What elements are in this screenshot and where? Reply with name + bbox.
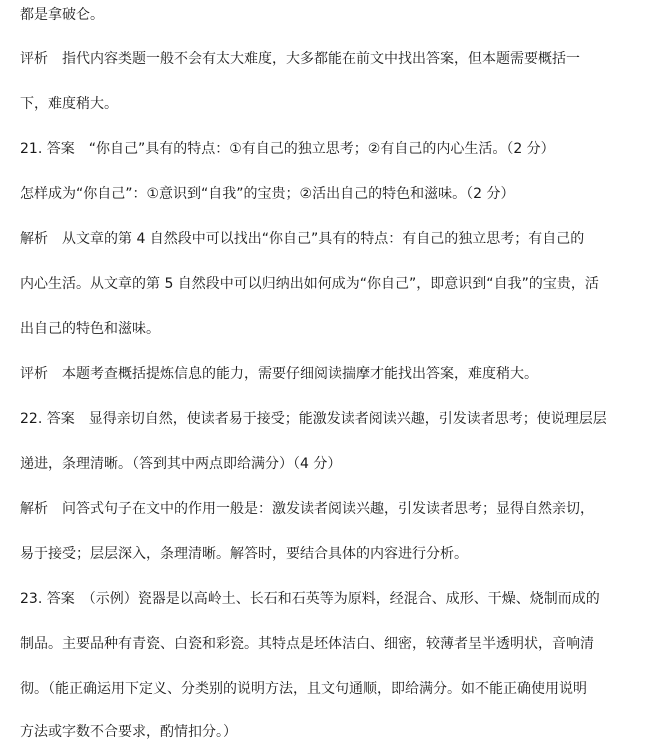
text-line: 22. 答案 显得亲切自然，使读者易于接受；能激发读者阅读兴趣，引发读者思考；使说理层层 — [20, 411, 607, 427]
text-line: 制品。主要品种有青瓷、白瓷和彩瓷。其特点是坯体洁白、细密，较薄者呈半透明状，音响清 — [20, 636, 594, 652]
text-line: 内心生活。从文章的第 5 自然段中可以归纳出如何成为“你自己”，即意识到“自我”的宝贵，活 — [20, 276, 599, 292]
text-line: 方法或字数不合要求，酌情扣分。） — [20, 724, 237, 740]
text-line: 评析 本题考查概括提炼信息的能力，需要仔细阅读揣摩才能找出答案，难度稍大。 — [20, 366, 538, 382]
text-line: 解析 从文章的第 4 自然段中可以找出“你自己”具有的特点：有自己的独立思考；有自己的 — [20, 231, 585, 247]
text-line: 下，难度稍大。 — [20, 96, 118, 112]
text-line: 评析 指代内容类题一般不会有太大难度，大多都能在前文中找出答案，但本题需要概括一 — [20, 51, 580, 67]
text-line: 出自己的特色和滋味。 — [20, 321, 160, 337]
text-line: 易于接受；层层深入，条理清晰。解答时，要结合具体的内容进行分析。 — [20, 546, 468, 562]
text-line: 递进，条理清晰。（答到其中两点即给满分）（4 分） — [20, 456, 342, 472]
text-line: 怎样成为“你自己”：①意识到“自我”的宝贵；②活出自己的特色和滋味。（2 分） — [20, 186, 515, 202]
text-line: 彻。（能正确运用下定义、分类别的说明方法，且文句通顺，即给满分。如不能正确使用说明 — [20, 681, 587, 697]
text-line: 解析 问答式句子在文中的作用一般是：激发读者阅读兴趣，引发读者思考；显得自然亲切， — [20, 501, 594, 517]
text-line: 23. 答案 （示例）瓷器是以高岭土、长石和石英等为原料，经混合、成形、干燥、烧制而成的 — [20, 591, 600, 607]
text-line: 21. 答案 “你自己”具有的特点：①有自己的独立思考；②有自己的内心生活。（2 分） — [20, 141, 555, 157]
text-line: 都是拿破仑。 — [20, 7, 104, 23]
